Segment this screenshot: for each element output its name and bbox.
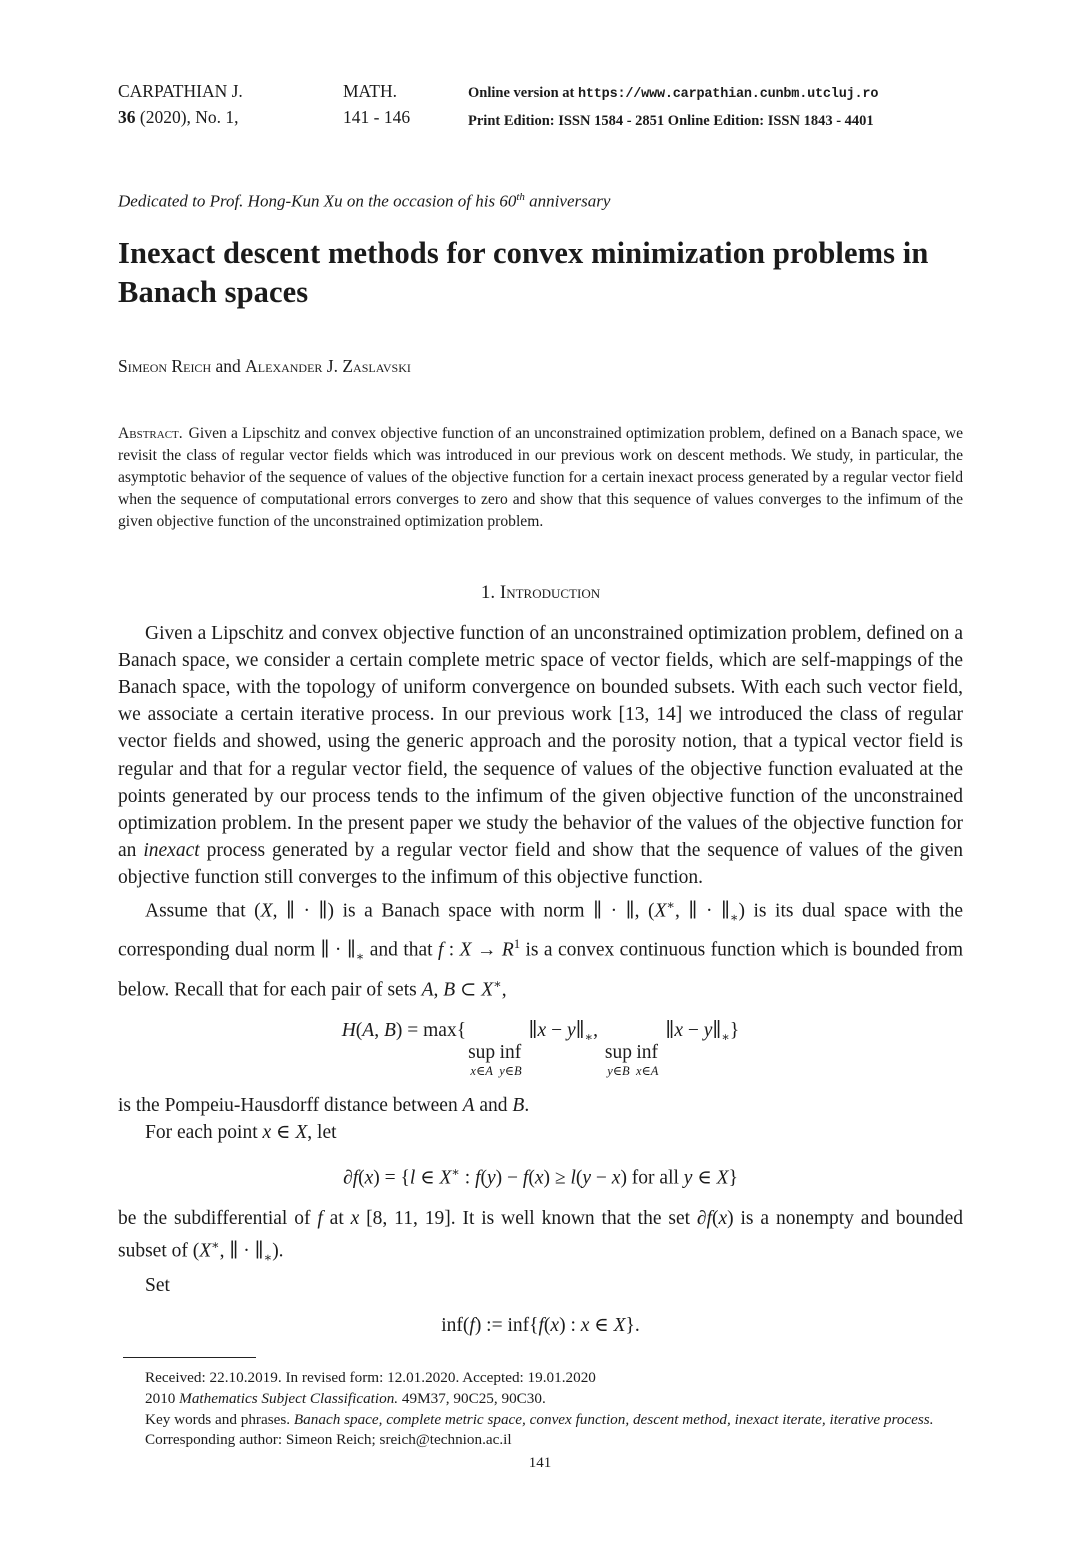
journal-header-mid <box>343 78 468 130</box>
author-separator: and <box>211 355 246 376</box>
paragraph-subdifferential: be the subdifferential of f at x [8, 11, 19]. It is well known that the set ∂f(x) is a nonempty and bounded subset of (X∗, ∥ · $\parallel_∗$). <box>118 1207 964 1265</box>
author-1: Simeon Reich <box>118 355 212 376</box>
journal-header-right <box>468 80 963 134</box>
journal-header-left <box>118 78 343 130</box>
journal-header <box>118 78 963 134</box>
journal-volume-line <box>118 104 343 130</box>
paper-title: Inexact descent methods for convex minimization problems in Banach spaces <box>118 235 929 309</box>
journal-pages: 141 - 146 <box>343 107 411 127</box>
dedication: Dedicated to Prof. Hong-Kun Xu on the occasion of his 60th anniversary <box>118 191 611 211</box>
online-version-line <box>468 80 963 108</box>
footnote-received: Received: 22.10.2019. In revised form: 12.01.2020. Accepted: 19.01.2020 <box>145 1368 596 1386</box>
footnote-corresponding-author: Corresponding author: Simeon Reich; sreich@technion.ac.il <box>145 1431 512 1449</box>
volume-number: 36 <box>118 107 136 127</box>
journal-name: CARPATHIAN J. <box>118 81 243 101</box>
paragraph-set: Set <box>145 1274 170 1296</box>
authors-line <box>118 356 963 377</box>
body-text <box>118 620 963 1339</box>
author-2: Alexander J. Zaslavski <box>245 355 411 376</box>
footnote-msc: 2010 Mathematics Subject Classification. 49M37, 90C25, 90C30. <box>145 1389 546 1407</box>
paragraph-assume: Assume that (X, ∥ · ∥) is a Banach space with norm ∥ · ∥, (X∗, ∥ · $\parallel_∗$) is its dual space with the corresponding dual norm ∥ · $\parallel_∗$ and that f : $X \to R^1$ is a convex continuous function which is bounded from below. Recall that for each pair of sets A, B ⊂ X∗, <box>118 897 964 1001</box>
equation-subdifferential: ∂f(x) = {l ∈ X∗ : f(y) − f(x) ≥ l(y − x) for all y ∈ X} <box>343 1165 738 1189</box>
online-version-prefix: Online version at <box>468 85 578 101</box>
editions-line: Print Edition: ISSN 1584 - 2851 Online Edition: ISSN 1843 - 4401 <box>468 113 874 129</box>
paragraph-intro-1: Given a Lipschitz and convex objective function of an unconstrained optimization problem, defined on a Banach space, we consider a certain complete metric space of vector fields, which are self-mappings of the Banach space, with the topology of uniform convergence on bounded subsets. With each such vector field, we associate a certain iterative process. In our previous work [13, 14] we introduced the class of regular vector fields and showed, using the generic approach and the porosity notion, that a typical vector field is regular and that for a regular vector field, the sequence of values of the objective function evaluated at the points generated by our process tends to the infimum of the given objective function of the unconstrained optimization problem. In the present paper we study the behavior of the values of the objective function for an inexact process generated by a regular vector field and show that the sequence of values of the given objective function still converges to the infimum of this objective function. <box>118 622 963 889</box>
footnotes <box>118 1368 963 1451</box>
online-version-url: https://www.carpathian.cunbm.utcluj.ro <box>577 87 879 102</box>
volume-rest: (2020), No. 1, <box>135 107 239 127</box>
abstract-label: Abstract. <box>118 424 183 442</box>
paragraph-distance: is the Pompeiu-Hausdorff distance between A and B. <box>118 1094 530 1116</box>
equation-pompeiu-hausdorff: H(A, B) = max{ sup x∈A inf y∈B ∥x − $y\parallel_∗$, sup y∈B inf x∈A ∥x − $y\parallel_∗$} <box>341 1019 740 1079</box>
journal-field: MATH. <box>343 81 397 101</box>
abstract-text: Given a Lipschitz and convex objective function of an unconstrained optimization problem, defined on a Banach space, we revisit the class of regular vector fields which was introduced in our previous work on descent methods. We study, in particular, the asymptotic behavior of the sequence of values of the objective function for a certain inexact process generated by a regular vector field when the sequence of computational errors converges to zero and show that this sequence of values converges to the infimum of the given objective function of the unconstrained optimization problem. <box>118 424 963 530</box>
page-number: 141 <box>528 1455 552 1471</box>
paragraph-for-each-point: For each point x ∈ X, let <box>145 1121 337 1143</box>
footnote-rule <box>123 1357 256 1358</box>
footnote-keywords: Key words and phrases. Banach space, complete metric space, convex function, descent method, inexact iterate, iterative process. <box>145 1410 934 1428</box>
abstract <box>118 423 963 533</box>
equation-infimum: inf(f) := inf{f(x) : x ∈ X}. <box>441 1314 640 1336</box>
section-heading-introduction: 1. Introduction <box>480 581 601 603</box>
